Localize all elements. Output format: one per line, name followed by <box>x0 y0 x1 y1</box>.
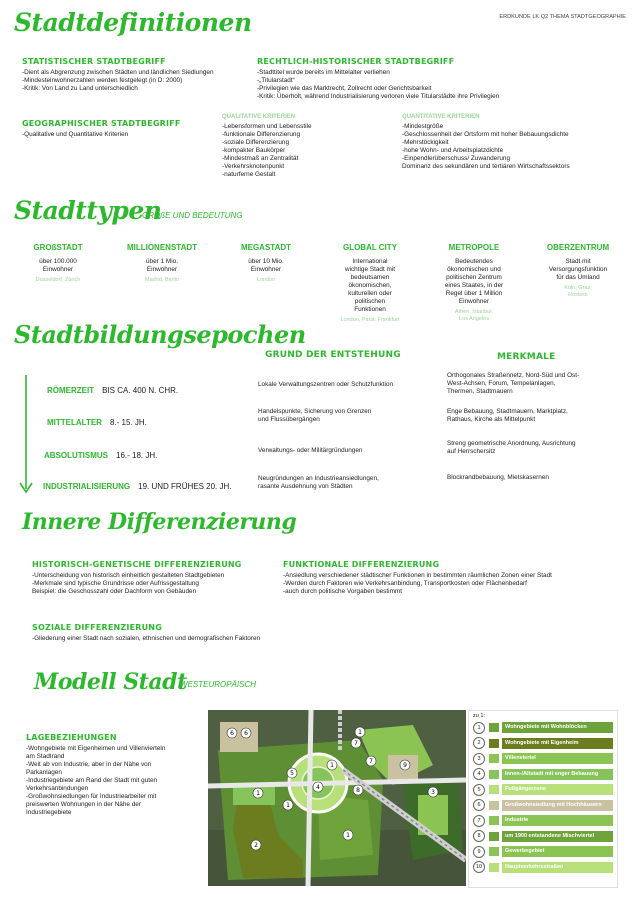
epoch-roemerzeit <box>47 380 178 398</box>
quantitative-kriterien <box>402 114 632 171</box>
type-examples: London <box>256 277 276 283</box>
map-label <box>353 785 363 795</box>
type-desc: International wichtige Stadt mit bedeutsamen ökonomischen, kulturellen oder politischen Funktionen <box>344 258 396 313</box>
legend-title: zu 1: <box>473 713 485 719</box>
section-title-stadtbildungsepochen: Stadtbildungsepochen <box>14 320 306 349</box>
legend-number: 10 <box>473 861 485 873</box>
map-label <box>428 787 438 797</box>
epoch-merkmale: Blockrandbebauung, Mietskasernen <box>447 474 549 481</box>
legend-item <box>473 860 613 876</box>
rechtlich-heading: RECHTLICH-HISTORISCHER STADTBEGRIFF <box>257 57 455 66</box>
epoch-merkmale: Enge Bebauung, Stadtmauern, Marktplatz, Rathaus, Kirche als Mittelpunkt <box>447 408 568 423</box>
statistisch-heading: STATISTISCHER STADTBEGRIFF <box>22 57 166 66</box>
type-name: METROPOLE <box>448 243 500 252</box>
sozial-heading: SOZIALE DIFFERENZIERUNG <box>32 623 162 632</box>
epoch-date: BIS CA. 400 N. CHR. <box>102 386 179 395</box>
legend-swatch <box>489 770 499 779</box>
legend-swatch <box>489 816 499 825</box>
funktional-heading: FUNKTIONALE DIFFERENZIERUNG <box>283 560 440 569</box>
qualitative-kriterien <box>222 114 382 179</box>
statistisch-body: -Dient als Abgrenzung zwischen Städten und ländlichen Siedlungen -Mindesteinwohnerzahlen werden festgelegt (in D: 2000) -Kritik: Von Land zu Land unterschiedlich <box>22 69 214 92</box>
geographischer-stadtbegriff <box>22 119 212 139</box>
zone-hochhaus <box>220 722 258 752</box>
section-title-innere-differenzierung: Innere Differenzierung <box>22 509 297 535</box>
soziale-differenzierung <box>32 623 432 643</box>
city-model-map <box>208 710 466 886</box>
legend-item <box>473 798 613 814</box>
svg-text:5: 5 <box>290 770 294 777</box>
map-label <box>400 760 410 770</box>
map-label <box>313 782 323 792</box>
type-desc: über 10 Mio. Einwohner <box>248 258 284 273</box>
legend-item <box>473 844 613 860</box>
map-label <box>327 760 337 770</box>
legend-number: 6 <box>473 799 485 811</box>
historisch-body: -Unterscheidung von historisch einheitlich gestalteten Stadtgebieten -Merkmale sind typische Grundrisse oder Aufrissgestaltung Beispiel: die Geschosszahl oder Dachform von Gebäuden <box>32 572 225 595</box>
lage-body: -Wohngebiete mit Eigenheimen und Villenvierteln am Stadtrand -Weit ab von Industrie, aber in der Nähe von Parkanlagen -Industriegebiete am Rand der Stadt mit guten Verkehrsanbindungen -Großwohnsiedlungen für Industriearbeiter mit preiswerten Wohnungen in der Nähe der Industriegebiete <box>26 745 166 816</box>
epoch-grund: Lokale Verwaltungszentren oder Schutzfunktion <box>258 381 393 388</box>
epoch-merkmale: Orthogonales Straßennetz, Nord-Süd und Ost- West-Achsen, Forum, Tempelanlagen, Thermen, Stadtmauern <box>447 372 580 395</box>
type-examples: London, Paris, Frankfurt <box>340 317 400 323</box>
legend-number: 2 <box>473 737 485 749</box>
legend-label: Hauptverkehrsstraßen <box>502 862 613 873</box>
epoch-name: MITTELALTER <box>47 418 102 427</box>
legend-swatch <box>489 785 499 794</box>
type-metropole <box>426 243 522 324</box>
statistischer-stadtbegriff <box>22 57 252 93</box>
map-legend <box>468 710 618 888</box>
svg-text:6: 6 <box>230 730 234 737</box>
section-title-stadttypen: Stadttypen <box>14 196 162 225</box>
legend-swatch <box>489 847 499 856</box>
legend-item <box>473 767 613 783</box>
course-header: ERDKUNDE LK Q2 THEMA STADTGEOGRAPHIE <box>499 14 626 20</box>
legend-number: 4 <box>473 768 485 780</box>
stadttypen-subtitle: GRÖßE UND BEDEUTUNG <box>142 211 243 220</box>
legend-label: Wohngebiete mit Eigenheim <box>502 738 613 749</box>
svg-text:1: 1 <box>256 790 260 797</box>
legend-label: Gewerbegebiet <box>502 846 613 857</box>
legend-item <box>473 720 613 736</box>
rechtlich-historischer-stadtbegriff <box>257 57 627 101</box>
epoch-date: 16.- 18. JH. <box>116 451 158 460</box>
sozial-body: -Gliederung einer Stadt nach sozialen, ethnischen und demografischen Faktoren <box>32 635 261 642</box>
type-millionenstadt <box>114 243 210 324</box>
svg-text:7: 7 <box>354 740 358 747</box>
svg-text:8: 8 <box>356 787 360 794</box>
type-megastadt <box>218 243 314 324</box>
type-examples: Düsseldorf, Zürich <box>35 277 81 283</box>
type-name: OBERZENTRUM <box>546 243 610 252</box>
geographisch-body: -Qualitative und Quantitative Kriterien <box>22 131 129 138</box>
legend-item <box>473 829 613 845</box>
funktionale-differenzierung <box>283 560 633 596</box>
map-label <box>343 830 353 840</box>
legend-label: Industrie <box>502 815 613 826</box>
legend-number: 5 <box>473 784 485 796</box>
qualitativ-heading: QUALITATIVE KRITERIEN <box>222 114 296 120</box>
legend-swatch <box>489 723 499 732</box>
svg-text:9: 9 <box>403 762 407 769</box>
geographisch-heading: GEOGRAPHISCHER STADTBEGRIFF <box>22 119 181 128</box>
map-label <box>251 840 261 850</box>
epoch-grund: Handelspunkte, Sicherung von Grenzen und Flussübergängen <box>258 408 372 423</box>
timeline-arrow <box>18 375 34 497</box>
map-label <box>241 728 251 738</box>
legend-number: 8 <box>473 830 485 842</box>
type-name: MILLIONENSTADT <box>126 243 198 252</box>
legend-item <box>473 813 613 829</box>
epoch-date: 8.- 15. JH. <box>109 418 147 427</box>
legend-swatch <box>489 754 499 763</box>
quantitativ-heading: QUANTITATIVE KRITERIEN <box>402 114 480 120</box>
epoch-industrialisierung <box>43 476 231 494</box>
legend-label: Großwohnsiedlung mit Hochhäusern <box>502 800 613 811</box>
legend-number: 7 <box>473 815 485 827</box>
legend-swatch <box>489 832 499 841</box>
svg-text:1: 1 <box>330 762 334 769</box>
historisch-heading: HISTORISCH-GENETISCHE DIFFERENZIERUNG <box>32 560 242 569</box>
map-label <box>227 728 237 738</box>
epoch-date: 19. UND FRÜHES 20. JH. <box>138 482 232 491</box>
qualitativ-body: -Lebensformen und Lebensstile -funktionale Differenzierung -soziale Differenzierung -kompakter Baukörper -Mindestmaß an Zentralität -Verkehrsknotenpunkt -naturferne Gestalt <box>222 123 312 178</box>
map-label <box>253 788 263 798</box>
lagebeziehungen <box>26 733 206 817</box>
legend-number: 3 <box>473 753 485 765</box>
type-name: MEGASTADT <box>240 243 292 252</box>
map-label <box>366 756 376 766</box>
rechtlich-body: -Stadttitel wurde bereits im Mittelalter verliehen -„Titularstadt“ -Privilegien wie das Marktrecht, Zollrecht oder Gerichtsbarkeit -Kritik: Überholt, während Industrialisierung verloren viele Titularstädte ihre Privilegien <box>257 69 500 100</box>
type-examples: Athen, Istanbul, Los Angeles <box>454 309 494 322</box>
type-examples: Köln, Graz, Rostock <box>564 285 592 298</box>
type-global-city <box>322 243 418 324</box>
type-name: GROßSTADT <box>33 243 83 252</box>
map-label <box>351 738 361 748</box>
type-grossstadt <box>10 243 106 324</box>
svg-text:4: 4 <box>316 784 320 791</box>
type-examples: Madrid, Berlin <box>145 277 179 283</box>
svg-text:1: 1 <box>286 802 290 809</box>
legend-swatch <box>489 863 499 872</box>
legend-label: Fußgängerzone <box>502 784 613 795</box>
modell-subtitle: WESTEUROPÄISCH <box>180 680 257 689</box>
type-desc: über 1 Mio. Einwohner <box>146 258 178 273</box>
legend-swatch <box>489 801 499 810</box>
epoch-absolutismus <box>44 445 157 463</box>
epoch-name: ABSOLUTISMUS <box>44 451 108 460</box>
type-name: GLOBAL CITY <box>342 243 398 252</box>
epoch-grund: Neugründungen an Industrieansiedlungen, rasante Ausdehnung von Städten <box>258 475 379 490</box>
svg-text:6: 6 <box>244 730 248 737</box>
col-grund-heading: GRUND DER ENTSTEHUNG <box>265 350 401 360</box>
legend-label: um 1900 entstandene Mischviertel <box>502 831 613 842</box>
epoch-name: INDUSTRIALISIERUNG <box>43 482 131 491</box>
svg-text:2: 2 <box>254 842 258 849</box>
legend-label: Innen-/Altstadt mit enger Bebauung <box>502 769 613 780</box>
funktional-body: -Ansiedlung verschiedener städtischer Funktionen in bestimmten räumlichen Zonen einer Stadt -Werden durch Faktoren wie Verkehrsanbindung, Transportkosten oder Flächenbedarf -auch durch politische Vorgaben bestimmt <box>283 572 552 595</box>
svg-text:7: 7 <box>369 758 373 765</box>
type-desc: Stadt mit Versorgungsfunktion für das Umland <box>548 258 608 281</box>
legend-number: 9 <box>473 846 485 858</box>
map-label <box>355 727 365 737</box>
legend-number: 1 <box>473 722 485 734</box>
svg-text:1: 1 <box>358 729 362 736</box>
epoch-merkmale: Streng geometrische Anordnung, Ausrichtung auf Herrschersitz <box>447 440 576 455</box>
legend-swatch <box>489 739 499 748</box>
epoch-grund: Verwaltungs- oder Militärgründungen <box>258 447 363 454</box>
quantitativ-body: -Mindestgröße -Geschlossenheit der Ortsform mit hoher Bebauungsdichte -Mehrstöckigkeit -hohe Wohn- und Arbeitsplatzdichte -Einpendlerüberschuss/ Zuwanderung Dominanz des sekundären und tertiären Wirtschaftssektors <box>402 123 570 170</box>
svg-text:3: 3 <box>431 789 435 796</box>
section-title-stadtdefinitionen: Stadtdefinitionen <box>14 8 252 37</box>
lage-heading: LAGEBEZIEHUNGEN <box>26 733 117 742</box>
legend-item <box>473 782 613 798</box>
legend-label: Wohngebiete mit Wohnblöcken <box>502 722 613 733</box>
historisch-genetische-differenzierung <box>32 560 282 596</box>
type-desc: Bedeutendes ökonomischen und politischen Zentrum eines Staates, in der Regel über 1 Million Einwohner <box>444 258 504 305</box>
legend-item <box>473 751 613 767</box>
stadttypen-row <box>10 243 630 324</box>
road-ns <box>308 710 311 886</box>
epoch-mittelalter <box>47 412 147 430</box>
col-merkmale-heading: MERKMALE <box>497 352 556 362</box>
type-oberzentrum <box>530 243 626 324</box>
legend-item <box>473 736 613 752</box>
type-desc: über 100.000 Einwohner <box>39 258 77 273</box>
map-label <box>287 768 297 778</box>
legend-label: Villenviertel <box>502 753 613 764</box>
map-label <box>283 800 293 810</box>
section-title-modell-stadt: Modell Stadt <box>34 669 187 695</box>
epoch-name: RÖMERZEIT <box>47 386 95 395</box>
svg-text:1: 1 <box>346 832 350 839</box>
